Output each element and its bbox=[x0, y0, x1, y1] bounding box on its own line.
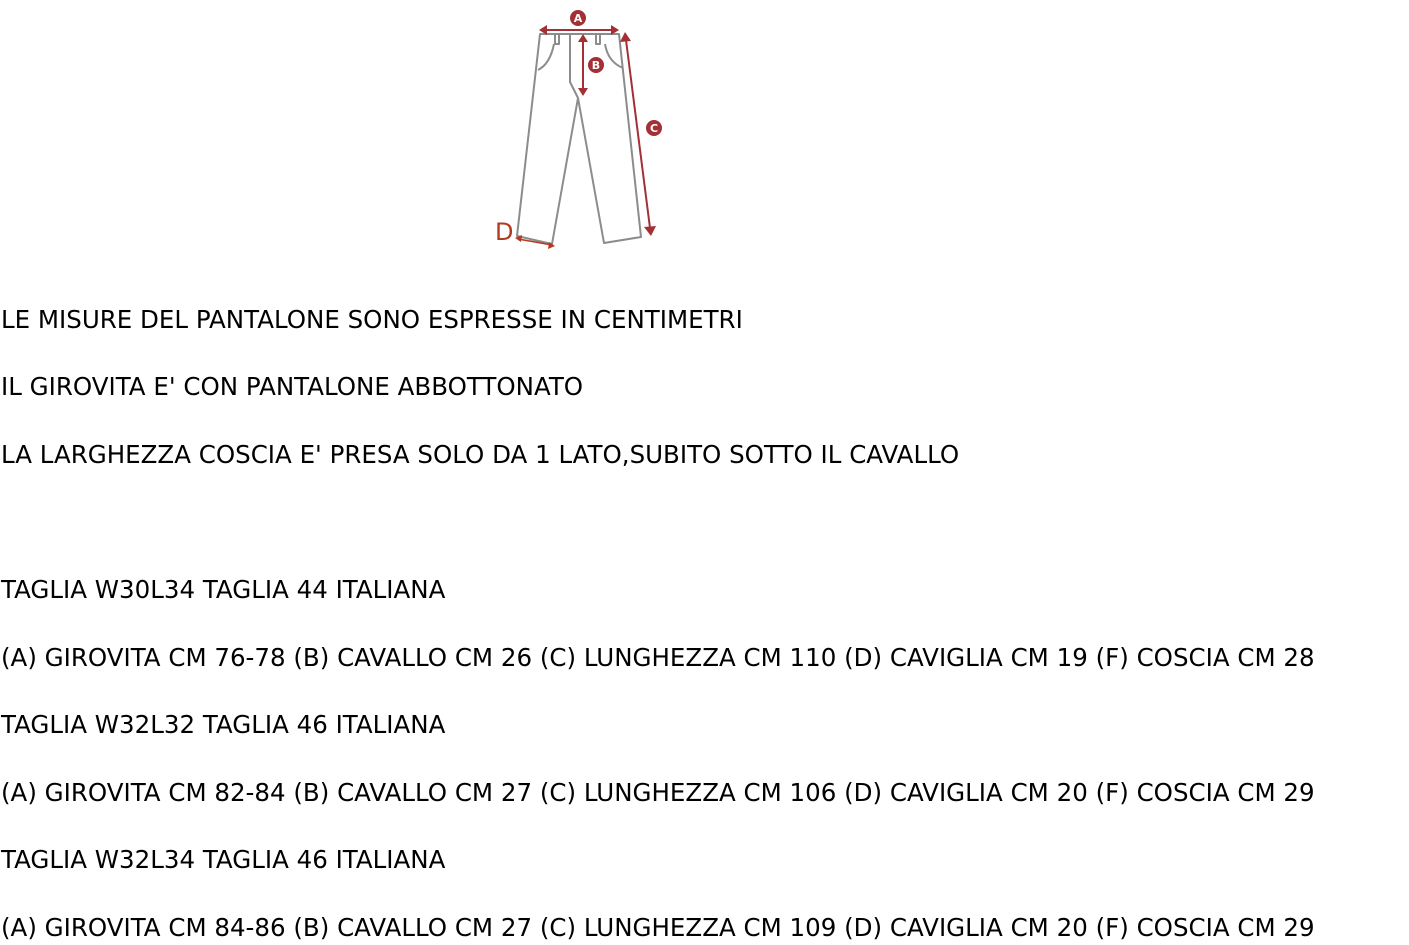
size-title: TAGLIA W30L34 TAGLIA 44 ITALIANA bbox=[1, 575, 446, 604]
trousers-outline bbox=[517, 34, 641, 244]
trousers-outline-illustration bbox=[490, 0, 670, 255]
size-measures: (A) GIROVITA CM 76-78 (B) CAVALLO CM 26 (C) LUNGHEZZA CM 110 (D) CAVIGLIA CM 19 (F) COSCIA CM 28 bbox=[1, 643, 1315, 672]
marker-a-waist bbox=[539, 10, 619, 35]
note-waist: IL GIROVITA E' CON PANTALONE ABBOTTONATO bbox=[1, 372, 584, 401]
marker-c-length bbox=[620, 32, 662, 236]
marker-d-label: D bbox=[495, 218, 514, 246]
note-thigh: LA LARGHEZZA COSCIA E' PRESA SOLO DA 1 LATO,SUBITO SOTTO IL CAVALLO bbox=[1, 440, 960, 469]
marker-a-label: A bbox=[573, 12, 583, 25]
trousers-measurement-diagram bbox=[490, 0, 670, 255]
note-units: LE MISURE DEL PANTALONE SONO ESPRESSE IN CENTIMETRI bbox=[1, 305, 743, 334]
size-measures: (A) GIROVITA CM 84-86 (B) CAVALLO CM 27 (C) LUNGHEZZA CM 109 (D) CAVIGLIA CM 20 (F) COSCIA CM 29 bbox=[1, 913, 1315, 942]
size-measures: (A) GIROVITA CM 82-84 (B) CAVALLO CM 27 (C) LUNGHEZZA CM 106 (D) CAVIGLIA CM 20 (F) COSCIA CM 29 bbox=[1, 778, 1315, 807]
marker-d-ankle bbox=[495, 218, 555, 249]
marker-b-label: B bbox=[591, 59, 601, 72]
size-title: TAGLIA W32L34 TAGLIA 46 ITALIANA bbox=[1, 845, 446, 874]
size-title: TAGLIA W32L32 TAGLIA 46 ITALIANA bbox=[1, 710, 446, 739]
marker-c-label: C bbox=[649, 122, 659, 135]
